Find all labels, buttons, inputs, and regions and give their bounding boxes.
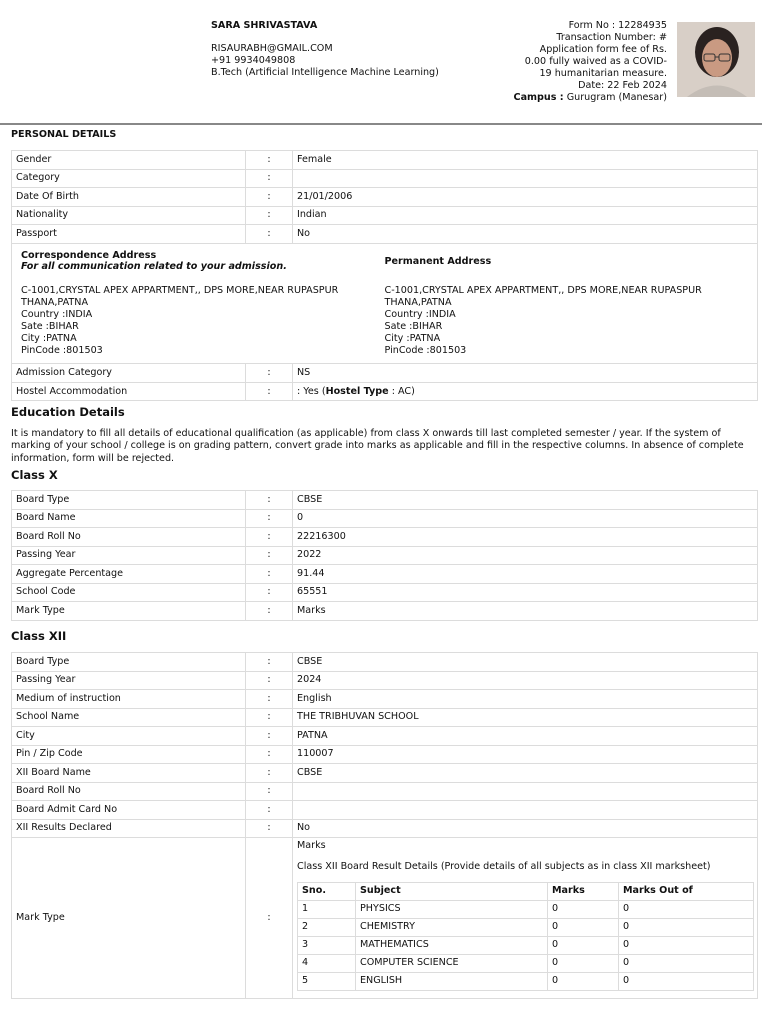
applicant-info <box>211 20 511 79</box>
field-separator: : <box>246 782 293 801</box>
field-label: Hostel Accommodation <box>12 382 246 401</box>
correspondence-address <box>21 250 385 358</box>
subject-marks: 0 <box>548 954 619 972</box>
field-label: XII Results Declared <box>12 819 246 838</box>
subject-name: ENGLISH <box>356 972 548 990</box>
table-row <box>12 546 758 565</box>
field-value: CBSE <box>293 653 758 672</box>
field-separator: : <box>246 583 293 602</box>
subject-marks-out-of: 0 <box>619 918 754 936</box>
field-label: City <box>12 727 246 746</box>
field-value: No <box>293 819 758 838</box>
field-label: Medium of instruction <box>12 690 246 709</box>
field-value: 21/01/2006 <box>293 188 758 207</box>
field-label: Board Roll No <box>12 782 246 801</box>
table-row <box>12 528 758 547</box>
field-label: Passport <box>12 225 246 244</box>
field-value: THE TRIBHUVAN SCHOOL <box>293 708 758 727</box>
field-separator: : <box>246 169 293 188</box>
address-line-2: THANA,PATNA <box>21 297 89 309</box>
table-row <box>298 954 754 972</box>
applicant-email: RISAURABH@GMAIL.COM <box>211 42 333 54</box>
subject-sno: 5 <box>298 972 356 990</box>
subject-marks-out-of: 0 <box>619 954 754 972</box>
field-separator: : <box>246 708 293 727</box>
field-value: 0 <box>293 509 758 528</box>
field-separator: : <box>246 565 293 584</box>
campus-label: Campus : <box>513 91 564 103</box>
field-label: Mark Type <box>12 602 246 621</box>
address-country: Country :INDIA <box>21 309 93 321</box>
field-separator: : <box>246 206 293 225</box>
field-label: Aggregate Percentage <box>12 565 246 584</box>
field-value: Marks <box>293 602 758 621</box>
field-separator: : <box>246 491 293 510</box>
field-separator: : <box>246 528 293 547</box>
field-value: 22216300 <box>293 528 758 547</box>
field-value <box>293 801 758 820</box>
field-separator: : <box>246 764 293 783</box>
table-row <box>298 918 754 936</box>
fee-note-line-2: 0.00 fully waived as a COVID- <box>524 55 667 67</box>
field-separator: : <box>246 151 293 170</box>
form-meta <box>500 20 667 104</box>
field-label: Board Roll No <box>12 528 246 547</box>
table-row <box>12 671 758 690</box>
form-number: Form No : 12284935 <box>568 20 667 31</box>
applicant-photo <box>677 22 755 97</box>
personal-details-title: PERSONAL DETAILS <box>11 129 117 140</box>
address-pincode: PinCode :801503 <box>384 345 467 357</box>
field-value: 65551 <box>293 583 758 602</box>
subject-marks-out-of: 0 <box>619 900 754 918</box>
mark-type-value: Marks <box>297 840 326 851</box>
table-row <box>12 188 758 207</box>
table-row <box>298 972 754 990</box>
field-value: 2024 <box>293 671 758 690</box>
field-label: XII Board Name <box>12 764 246 783</box>
table-row <box>12 382 758 401</box>
result-details-note: Class XII Board Result Details (Provide details of all subjects as in class XII marksheet) <box>297 860 711 872</box>
header-divider <box>0 123 762 125</box>
subject-marks: 0 <box>548 936 619 954</box>
permanent-address <box>385 250 749 358</box>
column-header: Sno. <box>298 882 356 900</box>
field-separator: : <box>246 671 293 690</box>
field-label: Admission Category <box>12 364 246 383</box>
correspondence-address-title: Correspondence Address <box>21 249 157 261</box>
column-header: Marks Out of <box>619 882 754 900</box>
address-pincode: PinCode :801503 <box>21 345 103 357</box>
class-x-table <box>11 490 758 621</box>
address-cell <box>12 243 758 364</box>
subject-table-header <box>298 882 754 900</box>
table-row <box>12 801 758 820</box>
class-x-title: Class X <box>11 468 58 482</box>
field-separator: : <box>246 801 293 820</box>
field-label: School Code <box>12 583 246 602</box>
table-row <box>12 565 758 584</box>
table-row <box>12 169 758 188</box>
field-label: Mark Type <box>12 838 246 999</box>
table-row <box>12 225 758 244</box>
field-separator: : <box>246 188 293 207</box>
table-row <box>12 491 758 510</box>
transaction-number: Transaction Number: # <box>556 31 667 43</box>
field-label: Board Type <box>12 653 246 672</box>
field-label: Gender <box>12 151 246 170</box>
table-row <box>12 583 758 602</box>
field-value: English <box>293 690 758 709</box>
field-value: CBSE <box>293 764 758 783</box>
field-label: Category <box>12 169 246 188</box>
subject-marks-table <box>297 882 754 991</box>
field-label: Date Of Birth <box>12 188 246 207</box>
address-state: Sate :BIHAR <box>21 321 79 333</box>
field-value: Indian <box>293 206 758 225</box>
subject-marks: 0 <box>548 918 619 936</box>
subject-sno: 1 <box>298 900 356 918</box>
class-xii-title: Class XII <box>11 629 67 643</box>
field-value: 110007 <box>293 745 758 764</box>
subject-name: PHYSICS <box>356 900 548 918</box>
table-row <box>12 653 758 672</box>
table-row <box>12 509 758 528</box>
field-separator: : <box>246 602 293 621</box>
education-details-title: Education Details <box>11 405 125 419</box>
table-row <box>12 838 758 999</box>
table-row <box>12 151 758 170</box>
field-label: Board Type <box>12 491 246 510</box>
subject-name: COMPUTER SCIENCE <box>356 954 548 972</box>
table-row <box>12 745 758 764</box>
address-line-1: C-1001,CRYSTAL APEX APPARTMENT,, DPS MORE,NEAR RUPASPUR <box>21 285 339 297</box>
field-value: 91.44 <box>293 565 758 584</box>
table-row <box>12 727 758 746</box>
subject-sno: 4 <box>298 954 356 972</box>
field-value: 2022 <box>293 546 758 565</box>
field-separator: : <box>246 838 293 999</box>
table-row <box>12 764 758 783</box>
field-separator: : <box>246 546 293 565</box>
address-line-1: C-1001,CRYSTAL APEX APPARTMENT,, DPS MORE,NEAR RUPASPUR <box>384 285 702 297</box>
fee-note-line-3: 19 humanitarian measure. <box>539 67 667 79</box>
education-note: It is mandatory to fill all details of educational qualification (as applicable) from class X onwards till last completed semester / year. If the system of marking of your school / college is on grading pattern, convert grade into marks as applicable and fill in the respective columns. In absence of complete information, form will be rejected. <box>11 428 744 464</box>
column-header: Subject <box>356 882 548 900</box>
field-label: School Name <box>12 708 246 727</box>
hostel-value: : Yes ( <box>297 385 326 397</box>
form-date: Date: 22 Feb 2024 <box>578 79 667 91</box>
subject-marks: 0 <box>548 900 619 918</box>
applicant-photo-image <box>677 22 755 97</box>
field-separator: : <box>246 727 293 746</box>
field-value: CBSE <box>293 491 758 510</box>
personal-details-table <box>11 150 758 401</box>
table-row <box>12 819 758 838</box>
field-label: Nationality <box>12 206 246 225</box>
campus <box>500 92 667 104</box>
address-line-2: THANA,PATNA <box>384 297 452 309</box>
subject-sno: 2 <box>298 918 356 936</box>
table-row <box>12 690 758 709</box>
field-separator: : <box>246 653 293 672</box>
correspondence-address-note: For all communication related to your admission. <box>21 261 287 273</box>
field-value <box>293 782 758 801</box>
field-value <box>293 169 758 188</box>
field-value: PATNA <box>293 727 758 746</box>
table-row <box>12 206 758 225</box>
field-separator: : <box>246 225 293 244</box>
applicant-name: SARA SHRIVASTAVA <box>211 20 318 31</box>
field-separator: : <box>246 690 293 709</box>
hostel-type-value: : AC) <box>391 385 415 397</box>
applicant-program: B.Tech (Artificial Intelligence Machine Learning) <box>211 66 439 78</box>
table-row <box>298 900 754 918</box>
field-value: No <box>293 225 758 244</box>
field-value <box>293 838 758 999</box>
field-separator: : <box>246 382 293 401</box>
address-city: City :PATNA <box>21 333 77 345</box>
fee-note-line-1: Application form fee of Rs. <box>539 43 667 55</box>
campus-value: Gurugram (Manesar) <box>566 91 667 103</box>
subject-name: CHEMISTRY <box>356 918 548 936</box>
field-label: Passing Year <box>12 671 246 690</box>
field-label: Pin / Zip Code <box>12 745 246 764</box>
address-country: Country :INDIA <box>384 309 456 321</box>
column-header: Marks <box>548 882 619 900</box>
permanent-address-title: Permanent Address <box>384 255 492 267</box>
table-row <box>12 602 758 621</box>
field-label: Passing Year <box>12 546 246 565</box>
address-city: City :PATNA <box>384 333 441 345</box>
field-value: NS <box>293 364 758 383</box>
applicant-phone: +91 9934049808 <box>211 54 296 66</box>
field-separator: : <box>246 364 293 383</box>
field-value: Female <box>293 151 758 170</box>
table-row <box>12 708 758 727</box>
table-row <box>12 364 758 383</box>
field-value <box>293 382 758 401</box>
table-row <box>12 782 758 801</box>
address-row <box>12 243 758 364</box>
field-label: Board Admit Card No <box>12 801 246 820</box>
class-xii-table <box>11 652 758 999</box>
field-label: Board Name <box>12 509 246 528</box>
subject-marks: 0 <box>548 972 619 990</box>
field-separator: : <box>246 509 293 528</box>
table-row <box>298 936 754 954</box>
subject-marks-out-of: 0 <box>619 972 754 990</box>
subject-name: MATHEMATICS <box>356 936 548 954</box>
field-separator: : <box>246 819 293 838</box>
hostel-type-label: Hostel Type <box>325 385 389 397</box>
field-separator: : <box>246 745 293 764</box>
subject-sno: 3 <box>298 936 356 954</box>
subject-marks-out-of: 0 <box>619 936 754 954</box>
address-state: Sate :BIHAR <box>384 321 443 333</box>
